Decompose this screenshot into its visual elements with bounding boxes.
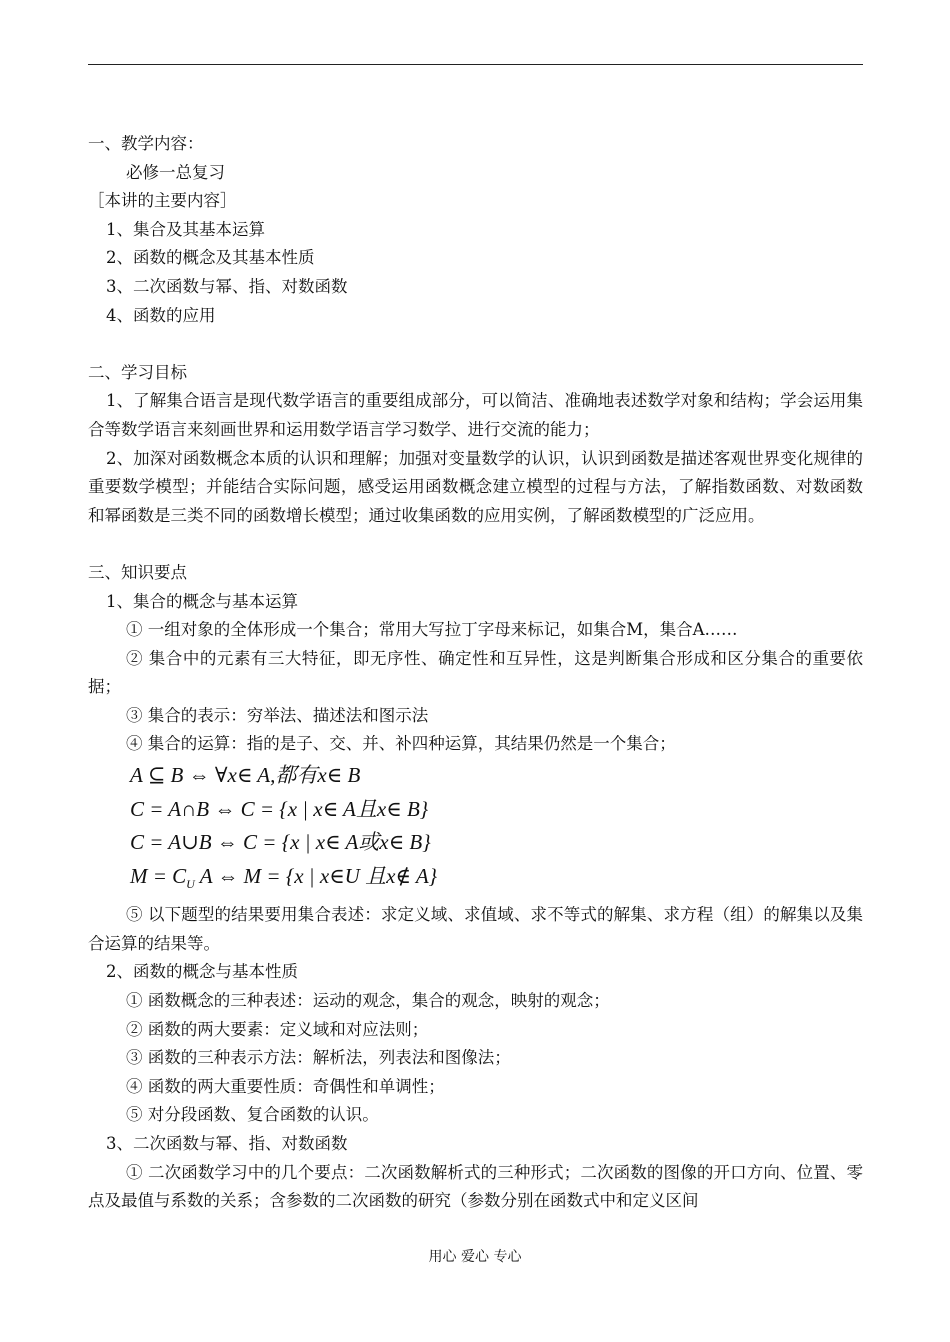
formula-union: C = A∪B ⇔ C = {x | x∈ A或x∈ B} bbox=[130, 830, 431, 855]
formula-complement-right: A ⇔ M = {x | x∈U 且x∉ A} bbox=[194, 863, 438, 888]
section-3-heading: 三、知识要点 bbox=[88, 562, 187, 582]
list-item: ④ 函数的两大重要性质：奇偶性和单调性； bbox=[126, 1076, 445, 1096]
list-item: 3、二次函数与幂、指、对数函数 bbox=[106, 276, 348, 296]
list-item: 4、函数的应用 bbox=[106, 305, 216, 325]
formula-complement bbox=[88, 860, 863, 902]
list-item: ③ 函数的三种表示方法：解析法，列表法和图像法； bbox=[126, 1048, 511, 1068]
list-item: 1、集合及其基本运算 bbox=[106, 219, 265, 239]
section-2-heading: 二、学习目标 bbox=[88, 362, 187, 382]
subsection-functions-title: 2、函数的概念与基本性质 bbox=[106, 962, 298, 982]
section-1-subtitle: 必修一总复习 bbox=[126, 162, 225, 182]
section-1-heading: 一、教学内容： bbox=[88, 134, 204, 153]
list-item: 2、函数的概念及其基本性质 bbox=[106, 248, 315, 268]
list-item: ④ 集合的运算：指的是子、交、并、补四种运算，其结果仍然是一个集合； bbox=[126, 734, 676, 754]
formula-subset: A ⊆ B ⇔ ∀x∈ A,都有x∈ B bbox=[130, 763, 361, 788]
goal-paragraph-1: 1、了解集合语言是现代数学语言的重要组成部分，可以简洁、准确地表述数学对象和结构；学会运用集合等数学语言来刻画世界和运用数学语言学习数学、进行交流的能力； bbox=[88, 391, 863, 439]
list-item: ② 集合中的元素有三大特征，即无序性、确定性和互异性，这是判断集合形成和区分集合的重要依据； bbox=[88, 648, 863, 697]
list-item: ⑤ 以下题型的结果要用集合表述：求定义域、求值域、求不等式的解集、求方程（组）的解集以及集合运算的结果等。 bbox=[88, 905, 863, 953]
list-item: ① 二次函数学习中的几个要点：二次函数解析式的三种形式；二次函数的图像的开口方向、位置、零点及最值与系数的关系；含参数的二次函数的研究（参数分别在函数式中和定义区间 bbox=[88, 1162, 863, 1211]
list-item: ② 函数的两大要素：定义域和对应法则； bbox=[126, 1019, 429, 1039]
list-item: ① 一组对象的全体形成一个集合；常用大写拉丁字母来标记，如集合M，集合A…… bbox=[126, 620, 738, 640]
page-footer: 用心 爱心 专心 bbox=[428, 1249, 522, 1265]
list-item: ③ 集合的表示：穷举法、描述法和图示法 bbox=[126, 705, 429, 725]
subsection-sets-title: 1、集合的概念与基本运算 bbox=[106, 591, 298, 611]
main-content-label: ［本讲的主要内容］ bbox=[88, 191, 237, 211]
formula-complement-left: M = C bbox=[130, 863, 187, 888]
goal-paragraph-2: 2、加深对函数概念本质的认识和理解；加强对变量数学的认识，认识到函数是描述客观世界变化规律的重要数学模型；并能结合实际问题，感受运用函数概念建立模型的过程与方法，了解指数函数、对数函数和幂函数是三类不同的函数增长模型；通过收集函数的应用实例，了解函数模型的广泛应用。 bbox=[88, 448, 863, 525]
document-body bbox=[88, 130, 863, 1216]
subsection-quadratic-title: 3、二次函数与幂、指、对数函数 bbox=[106, 1134, 348, 1153]
header-rule bbox=[88, 64, 863, 65]
list-item: ⑤ 对分段函数、复合函数的认识。 bbox=[126, 1105, 379, 1125]
formula-intersection: C = A∩B ⇔ C = {x | x∈ A且x∈ B} bbox=[130, 796, 429, 821]
formula-complement-subscript: U bbox=[186, 876, 195, 891]
list-item: ① 函数概念的三种表述：运动的观念，集合的观念，映射的观念； bbox=[126, 991, 610, 1011]
